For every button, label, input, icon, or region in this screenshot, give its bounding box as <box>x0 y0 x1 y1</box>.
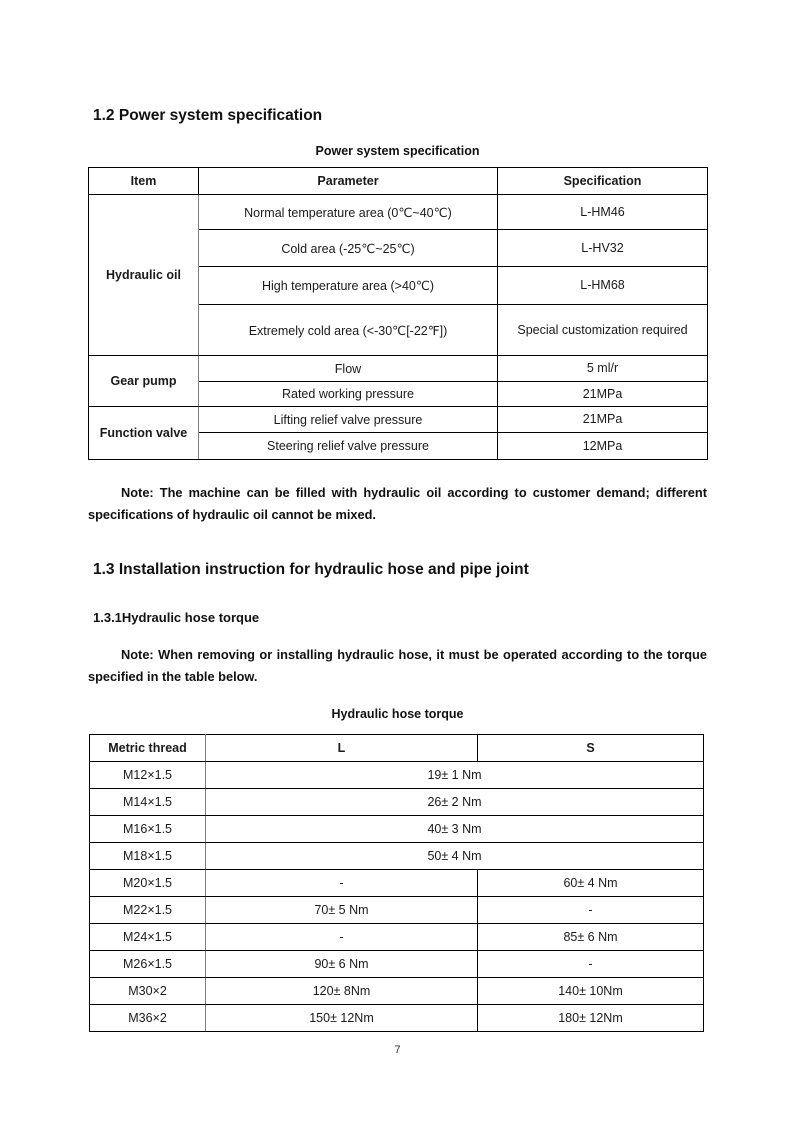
hose-table-caption: Hydraulic hose torque <box>331 707 464 721</box>
torque-cell-s: 140± 10Nm <box>478 978 704 1005</box>
torque-cell-merged: 19± 1 Nm <box>206 762 704 789</box>
power-table-caption: Power system specification <box>315 144 480 158</box>
thread-cell: M22×1.5 <box>90 897 206 924</box>
item-cell-function-valve: Function valve <box>89 407 199 460</box>
table-row <box>90 816 704 843</box>
torque-cell-l: - <box>206 870 478 897</box>
header-metric-thread: Metric thread <box>90 735 206 762</box>
parameter-cell: Steering relief valve pressure <box>199 433 498 460</box>
torque-cell-s: 60± 4 Nm <box>478 870 704 897</box>
table-row <box>90 924 704 951</box>
thread-cell: M18×1.5 <box>90 843 206 870</box>
table-header-row <box>89 168 708 195</box>
header-l: L <box>206 735 478 762</box>
torque-cell-s: - <box>478 951 704 978</box>
torque-cell-s: 180± 12Nm <box>478 1005 704 1032</box>
hose-torque-table <box>89 734 704 1032</box>
table-row <box>90 762 704 789</box>
torque-cell-l: 90± 6 Nm <box>206 951 478 978</box>
table-row <box>90 978 704 1005</box>
table-row <box>90 951 704 978</box>
specification-cell: 5 ml/r <box>498 356 708 382</box>
torque-cell-s: 85± 6 Nm <box>478 924 704 951</box>
section-heading-1-3-1: 1.3.1Hydraulic hose torque <box>93 610 260 625</box>
torque-cell-l: 70± 5 Nm <box>206 897 478 924</box>
thread-cell: M14×1.5 <box>90 789 206 816</box>
specification-cell: Special customization required <box>498 305 708 356</box>
table-row <box>89 356 708 382</box>
thread-cell: M30×2 <box>90 978 206 1005</box>
thread-cell: M26×1.5 <box>90 951 206 978</box>
torque-cell-merged: 40± 3 Nm <box>206 816 704 843</box>
specification-cell: 21MPa <box>498 382 708 407</box>
header-parameter: Parameter <box>199 168 498 195</box>
specification-cell: 12MPa <box>498 433 708 460</box>
specification-cell: L-HV32 <box>498 230 708 267</box>
parameter-cell: High temperature area (>40℃) <box>199 267 498 305</box>
parameter-cell: Cold area (-25℃~25℃) <box>199 230 498 267</box>
parameter-cell: Rated working pressure <box>199 382 498 407</box>
table-header-row <box>90 735 704 762</box>
page-number: 7 <box>394 1044 401 1056</box>
table-row <box>89 195 708 230</box>
thread-cell: M24×1.5 <box>90 924 206 951</box>
table-row <box>89 407 708 433</box>
torque-cell-s: - <box>478 897 704 924</box>
item-cell-gear-pump: Gear pump <box>89 356 199 407</box>
torque-cell-merged: 50± 4 Nm <box>206 843 704 870</box>
thread-cell: M36×2 <box>90 1005 206 1032</box>
header-s: S <box>478 735 704 762</box>
parameter-cell: Flow <box>199 356 498 382</box>
specification-cell: L-HM68 <box>498 267 708 305</box>
specification-cell: 21MPa <box>498 407 708 433</box>
table-row <box>90 789 704 816</box>
parameter-cell: Normal temperature area (0℃~40℃) <box>199 195 498 230</box>
header-item: Item <box>89 168 199 195</box>
table-row <box>90 897 704 924</box>
note-hydraulic-oil: Note: The machine can be filled with hydraulic oil according to customer demand; different specifications of hydraulic oil cannot be mixed. <box>88 485 707 522</box>
torque-cell-merged: 26± 2 Nm <box>206 789 704 816</box>
torque-cell-l: 120± 8Nm <box>206 978 478 1005</box>
parameter-cell: Extremely cold area (<-30℃[-22℉]) <box>199 305 498 356</box>
torque-cell-l: 150± 12Nm <box>206 1005 478 1032</box>
note-hose-torque: Note: When removing or installing hydraulic hose, it must be operated according to the torque specified in the table below. <box>88 647 707 684</box>
thread-cell: M20×1.5 <box>90 870 206 897</box>
table-row <box>90 843 704 870</box>
specification-cell: L-HM46 <box>498 195 708 230</box>
section-heading-1-3: 1.3 Installation instruction for hydraulic hose and pipe joint <box>93 561 529 578</box>
parameter-cell: Lifting relief valve pressure <box>199 407 498 433</box>
torque-cell-l: - <box>206 924 478 951</box>
power-spec-table <box>88 167 708 460</box>
table-row <box>90 870 704 897</box>
thread-cell: M12×1.5 <box>90 762 206 789</box>
section-heading-1-2: 1.2 Power system specification <box>93 107 323 124</box>
item-cell-hydraulic-oil: Hydraulic oil <box>89 195 199 356</box>
thread-cell: M16×1.5 <box>90 816 206 843</box>
table-row <box>90 1005 704 1032</box>
header-specification: Specification <box>498 168 708 195</box>
